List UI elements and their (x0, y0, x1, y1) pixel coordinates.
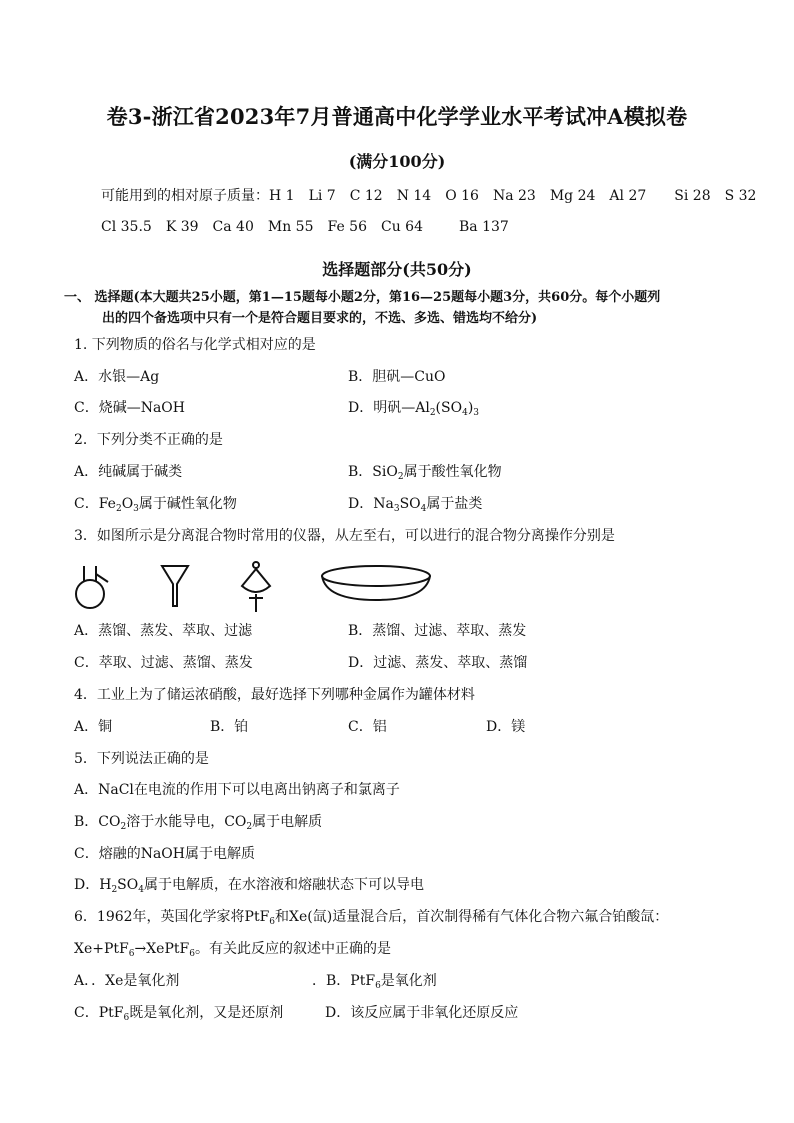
q6-option-a: A．．Xe是氧化剂 (74, 973, 180, 989)
mass-item: Mn 55 (267, 219, 314, 235)
q4-option-b: B．铂 (210, 719, 249, 735)
q3-option-a: A．蒸馏、蒸发、萃取、过滤 (74, 623, 253, 639)
atomic-masses-label: 可能用到的相对原子质量： (101, 188, 269, 204)
mass-item: Fe 56 (327, 219, 367, 235)
section-instruction (64, 287, 734, 329)
mass-item: Al 27 (609, 188, 647, 204)
mass-item: Ca 40 (212, 219, 254, 235)
question-6-stem-2: Xe+PtF$_6$→XePtF$_6$。有关此反应的叙述中正确的是 (74, 941, 391, 959)
separatory-funnel-icon (242, 562, 270, 612)
mass-item: H 1 (269, 188, 295, 204)
q5-option-b: B．$CO_2$溶于水能导电，$CO_2$属于电解质 (74, 814, 323, 832)
mass-item: Na 23 (492, 188, 536, 204)
q6-option-b: ．B．PtF$_6$是氧化剂 (312, 973, 437, 991)
q2-option-d: D．$Na_3SO_4$属于盐类 (348, 496, 483, 514)
q1-option-d: D．明矾$—Al_2(SO_4)_3$ (348, 400, 480, 418)
q1-option-b: B．胆矾—CuO (348, 369, 446, 385)
section-title: 选择题部分(共50分) (322, 260, 472, 279)
mass-item: S 32 (724, 188, 757, 204)
q4-option-d: D．镁 (486, 719, 526, 735)
exam-title: 卷3-浙江省2023年7月普通高中化学学业水平考试冲A模拟卷 (106, 104, 688, 129)
q6-option-c: C．PtF$_6$既是氧化剂，又是还原剂 (74, 1005, 284, 1023)
mass-item: Cl 35.5 (101, 219, 152, 235)
mass-item: Cu 64 (381, 219, 423, 235)
mass-item: N 14 (396, 188, 432, 204)
q3-option-d: D．过滤、蒸发、萃取、蒸馏 (348, 655, 528, 671)
mass-item: Li 7 (308, 188, 336, 204)
funnel-icon (162, 566, 188, 606)
q2-option-c: C．$Fe_2O_3$属于碱性氧化物 (74, 496, 237, 514)
q1-option-a: A．水银—Ag (74, 369, 160, 385)
evaporating-dish-icon (322, 566, 430, 600)
q6-option-d: D．该反应属于非氧化还原反应 (325, 1005, 519, 1021)
q4-option-a: A．铜 (74, 719, 113, 735)
q5-option-c: C．熔融的NaOH属于电解质 (74, 846, 255, 862)
q5-option-d: D．$H_2SO_4$属于电解质，在水溶液和熔融状态下可以导电 (74, 877, 424, 895)
atomic-masses-row2 (101, 218, 523, 236)
q2-option-b: B．SiO$_2$属于酸性氧化物 (348, 464, 502, 482)
exam-subtitle: (满分100分) (348, 152, 446, 171)
mass-item: K 39 (165, 219, 199, 235)
question-1-stem: 1. 下列物质的俗名与化学式相对应的是 (74, 337, 316, 353)
q3-option-b: B．蒸馏、过滤、萃取、蒸发 (348, 623, 527, 639)
q2-option-a: A．纯碱属于碱类 (74, 464, 183, 480)
question-3-stem: 3．如图所示是分离混合物时常用的仪器，从左至右，可以进行的混合物分离操作分别是 (74, 528, 615, 544)
mass-item: Si 28 (674, 188, 711, 204)
mass-item: C 12 (349, 188, 383, 204)
question-4-stem: 4．工业上为了储运浓硝酸，最好选择下列哪种金属作为罐体材料 (74, 687, 475, 703)
distillation-flask-icon (76, 566, 108, 608)
mass-item: O 16 (445, 188, 479, 204)
q5-option-a: A．NaCl在电流的作用下可以电离出钠离子和氯离子 (74, 782, 400, 798)
q1-option-c: C．烧碱—NaOH (74, 400, 185, 416)
instruction-line-2: 出的四个备选项中只有一个是符合题目要求的，不选、多选、错选均不给分) (102, 311, 538, 326)
q3-option-c: C．萃取、过滤、蒸馏、蒸发 (74, 655, 253, 671)
atomic-masses-row1 (101, 187, 770, 205)
mass-item: Mg 24 (549, 188, 596, 204)
question-2-stem: 2．下列分类不正确的是 (74, 432, 223, 448)
instruction-line-1: 一、 选择题(本大题共25小题，第1—15题每小题2分，第16—25题每小题3分，共60分。每个小题列 (64, 290, 661, 305)
q4-option-c: C．铝 (348, 719, 387, 735)
separation-apparatus-figure (70, 560, 510, 616)
question-5-stem: 5．下列说法正确的是 (74, 751, 209, 767)
question-6-stem-1: 6．1962年，英国化学家将PtF$_6$和Xe(氙)适量混合后，首次制得稀有气体化合物六氟合铂酸氙： (74, 909, 669, 927)
mass-item: Ba 137 (459, 219, 509, 235)
